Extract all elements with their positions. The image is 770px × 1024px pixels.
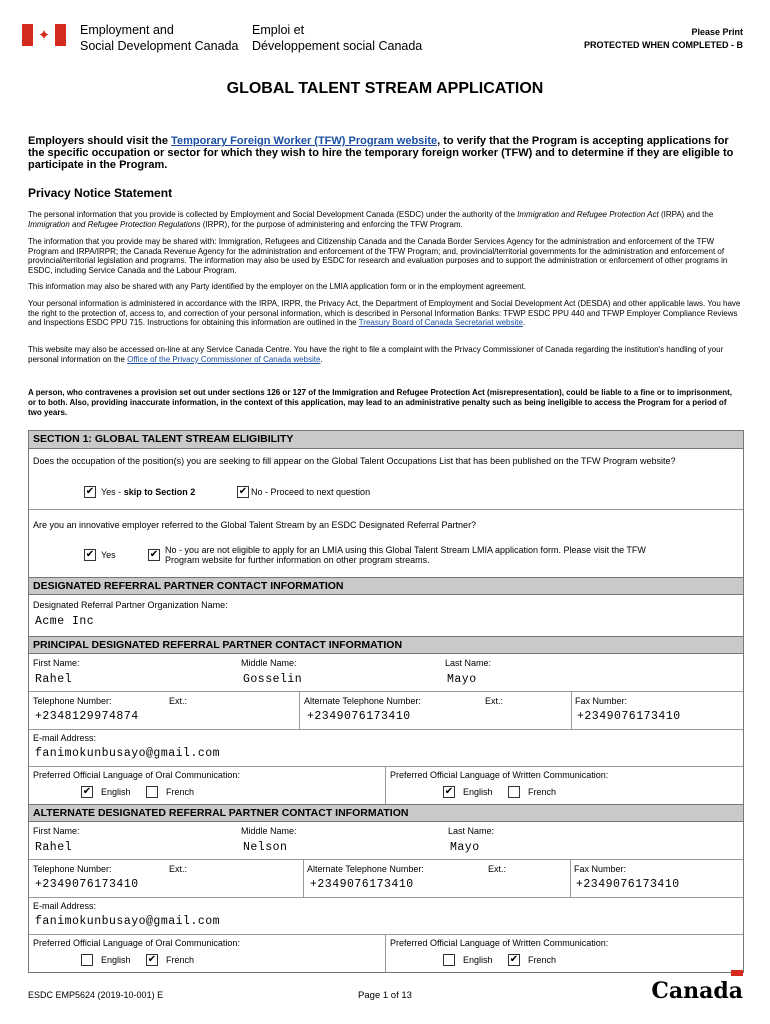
principal-first-input[interactable]: Rahel	[35, 673, 73, 686]
privacy-paragraph-4: Your personal information is administered in accordance with the IRPA, IRPR, the Privacy Act, the Department of Employment and Social Development Act (DESDA) and other applicable laws. You have the right to the protection of, access to, and correction of your personal information, which is described in Personal Information Banks: TFWP ESDC PPU 440 and TFWP Employer Compliance Reviews and Inspections ESDC PPU 715. Instructions for obtaining this information are outlined in the Treasury Board of Canada Secretariat website.	[28, 299, 741, 328]
lead-paragraph: Employers should visit the Temporary Foreign Worker (TFW) Program website, to verify that the Program is accepting applications for the specific occupation or sector for which they wish to hire the temporary foreign worker (TFW) and to determine if they are eligible to participate in the Program.	[28, 135, 734, 171]
alternate-tel-input[interactable]: +2349076173410	[35, 878, 139, 891]
alternate-first-label: First Name:	[33, 826, 80, 836]
page-number: Page 1 of 13	[358, 990, 412, 1001]
q1-yes-label: Yes - skip to Section 2	[101, 487, 196, 497]
alternate-written-french-label: French	[528, 955, 557, 965]
principal-fax-input[interactable]: +2349076173410	[577, 710, 681, 723]
principal-heading: PRINCIPAL DESIGNATED REFERRAL PARTNER CONTACT INFORMATION	[29, 636, 743, 654]
alternate-alt-tel-input[interactable]: +2349076173410	[310, 878, 414, 891]
principal-oral-english-label: English	[101, 787, 131, 797]
department-name-fr: Emploi et Développement social Canada	[252, 23, 423, 53]
principal-fax-label: Fax Number:	[575, 696, 628, 706]
alternate-tel-label: Telephone Number:	[33, 864, 112, 874]
privacy-paragraph-3: This information may also be shared with any Party identified by the employer on the LMIA application form or in the employment agreement.	[28, 282, 527, 291]
question-2: Are you an innovative employer referred to the Global Talent Stream by an ESDC Designated Referral Partner?	[33, 520, 477, 530]
principal-oral-french-label: French	[166, 787, 195, 797]
drp-heading: DESIGNATED REFERRAL PARTNER CONTACT INFORMATION	[29, 577, 743, 595]
alternate-middle-label: Middle Name:	[241, 826, 297, 836]
q1-no-checkbox[interactable]: ✔	[238, 486, 248, 497]
principal-written-english-label: English	[463, 787, 493, 797]
principal-alt-tel-input[interactable]: +2349076173410	[307, 710, 411, 723]
alternate-written-english-checkbox[interactable]	[443, 954, 455, 966]
treasury-board-link[interactable]: Treasury Board of Canada Secretariat website	[358, 318, 523, 328]
drp-org-input[interactable]: Acme Inc	[35, 615, 95, 628]
alternate-email-label: E-mail Address:	[33, 901, 97, 911]
alternate-last-input[interactable]: Mayo	[450, 841, 480, 854]
alternate-alt-ext-label: Ext.:	[488, 864, 507, 874]
department-name-en: Employment and Social Development Canada	[80, 23, 239, 53]
tfw-program-link[interactable]: Temporary Foreign Worker (TFW) Program website	[171, 135, 438, 147]
wordmark-flag-icon	[731, 970, 743, 976]
alternate-written-label: Preferred Official Language of Written Communication:	[390, 938, 609, 948]
privacy-paragraph-1: The personal information that you provide is collected by Employment and Social Development Canada (ESDC) under the authority of the Immigration and Refugee Protection Act (IRPA) and the Immigration and Refugee Protection Regulations (IRPR), for the purpose of administering and enforcing the TFW Program.	[28, 210, 714, 229]
principal-tel-input[interactable]: +2348129974874	[35, 710, 139, 723]
alternate-alt-tel-label: Alternate Telephone Number:	[307, 864, 424, 874]
alternate-oral-english-checkbox[interactable]	[81, 954, 93, 966]
alternate-email-input[interactable]: fanimokunbusayo@gmail.com	[35, 915, 221, 928]
principal-alt-tel-label: Alternate Telephone Number:	[304, 696, 421, 706]
q1-no-label: No - Proceed to next question	[251, 487, 371, 497]
principal-first-label: First Name:	[33, 658, 80, 668]
alternate-written-english-label: English	[463, 955, 493, 965]
alternate-fax-input[interactable]: +2349076173410	[576, 878, 680, 891]
principal-oral-french-checkbox[interactable]	[146, 786, 158, 798]
principal-written-english-checkbox[interactable]: ✔	[444, 786, 454, 797]
principal-middle-input[interactable]: Gosselin	[243, 673, 303, 686]
principal-last-label: Last Name:	[445, 658, 492, 668]
principal-ext-label: Ext.:	[169, 696, 188, 706]
principal-written-label: Preferred Official Language of Written Communication:	[390, 770, 609, 780]
misrepresentation-warning: A person, who contravenes a provision set out under sections 126 or 127 of the Immigration and Refugee Protection Act (misrepresentation), could be liable to a fine or to imprisonment, or to both. Also, providing inaccurate information, in the context of this application, may lead to an administrative penalty such as being ineligible to access the Program for a period of two years.	[28, 388, 732, 417]
principal-alt-ext-label: Ext.:	[485, 696, 504, 706]
section-1-heading: SECTION 1: GLOBAL TALENT STREAM ELIGIBILITY	[29, 431, 743, 449]
principal-oral-label: Preferred Official Language of Oral Communication:	[33, 770, 240, 780]
q2-no-label: No - you are not eligible to apply for an LMIA using this Global Talent Stream LMIA application form. Please visit the TFW Program website for further information on other program streams.	[165, 545, 646, 565]
alternate-ext-label: Ext.:	[169, 864, 188, 874]
principal-tel-label: Telephone Number:	[33, 696, 112, 706]
principal-email-input[interactable]: fanimokunbusayo@gmail.com	[35, 747, 221, 760]
privacy-heading: Privacy Notice Statement	[28, 186, 173, 200]
alternate-fax-label: Fax Number:	[574, 864, 627, 874]
drp-org-label: Designated Referral Partner Organization Name:	[33, 600, 228, 610]
privacy-paragraph-2: The information that you provide may be shared with: Immigration, Refugees and Citizenship Canada and the Canada Border Services Agency for the administration and enforcement of the TFW Program and IRPA/IRPR; the Canada Revenue Agency for the administration and enforcement of the TFW Program; and, provincial/territorial governments for the administration and enforcement of provincial/territorial legislation and programs. The information may also be used by ESDC for research and evaluation purposes and to support the administration or enforcement of other programs in ESDC, including Service Canada and the Labour Program.	[28, 237, 728, 275]
maple-leaf-icon: ✦	[33, 24, 55, 46]
principal-last-input[interactable]: Mayo	[447, 673, 477, 686]
q2-yes-checkbox[interactable]: ✔	[85, 549, 95, 560]
alternate-last-label: Last Name:	[448, 826, 495, 836]
alternate-oral-french-label: French	[166, 955, 195, 965]
alternate-written-french-checkbox[interactable]: ✔	[509, 954, 519, 965]
alternate-oral-label: Preferred Official Language of Oral Communication:	[33, 938, 240, 948]
form-number: ESDC EMP5624 (2019-10-001) E	[28, 990, 164, 1000]
privacy-paragraph-5: This website may also be accessed on-line at any Service Canada Centre. You have the right to file a complaint with the Privacy Commissioner of Canada regarding the institution's handling of your personal information on the Office of the Privacy Commissioner of Canada website.	[28, 345, 724, 364]
principal-email-label: E-mail Address:	[33, 733, 97, 743]
principal-oral-english-checkbox[interactable]: ✔	[82, 786, 92, 797]
alternate-oral-english-label: English	[101, 955, 131, 965]
principal-written-french-checkbox[interactable]	[508, 786, 520, 798]
principal-written-french-label: French	[528, 787, 557, 797]
canada-wordmark: Canada	[651, 978, 743, 1004]
question-1: Does the occupation of the position(s) you are seeking to fill appear on the Global Talent Occupations List that has been published on the TFW Program website?	[33, 456, 676, 466]
privacy-commissioner-link[interactable]: Office of the Privacy Commissioner of Canada website	[127, 354, 321, 364]
alternate-heading: ALTERNATE DESIGNATED REFERRAL PARTNER CONTACT INFORMATION	[29, 804, 743, 822]
q2-no-checkbox[interactable]: ✔	[149, 549, 159, 560]
q2-yes-label: Yes	[101, 550, 116, 560]
alternate-oral-french-checkbox[interactable]: ✔	[147, 954, 157, 965]
canada-flag-icon	[22, 24, 66, 46]
application-form	[28, 430, 744, 973]
form-title: GLOBAL TALENT STREAM APPLICATION	[226, 80, 544, 97]
principal-middle-label: Middle Name:	[241, 658, 297, 668]
q1-yes-checkbox[interactable]: ✔	[85, 486, 95, 497]
protection-notice: Please Print PROTECTED WHEN COMPLETED - B	[584, 27, 743, 50]
alternate-middle-input[interactable]: Nelson	[243, 841, 288, 854]
alternate-first-input[interactable]: Rahel	[35, 841, 73, 854]
